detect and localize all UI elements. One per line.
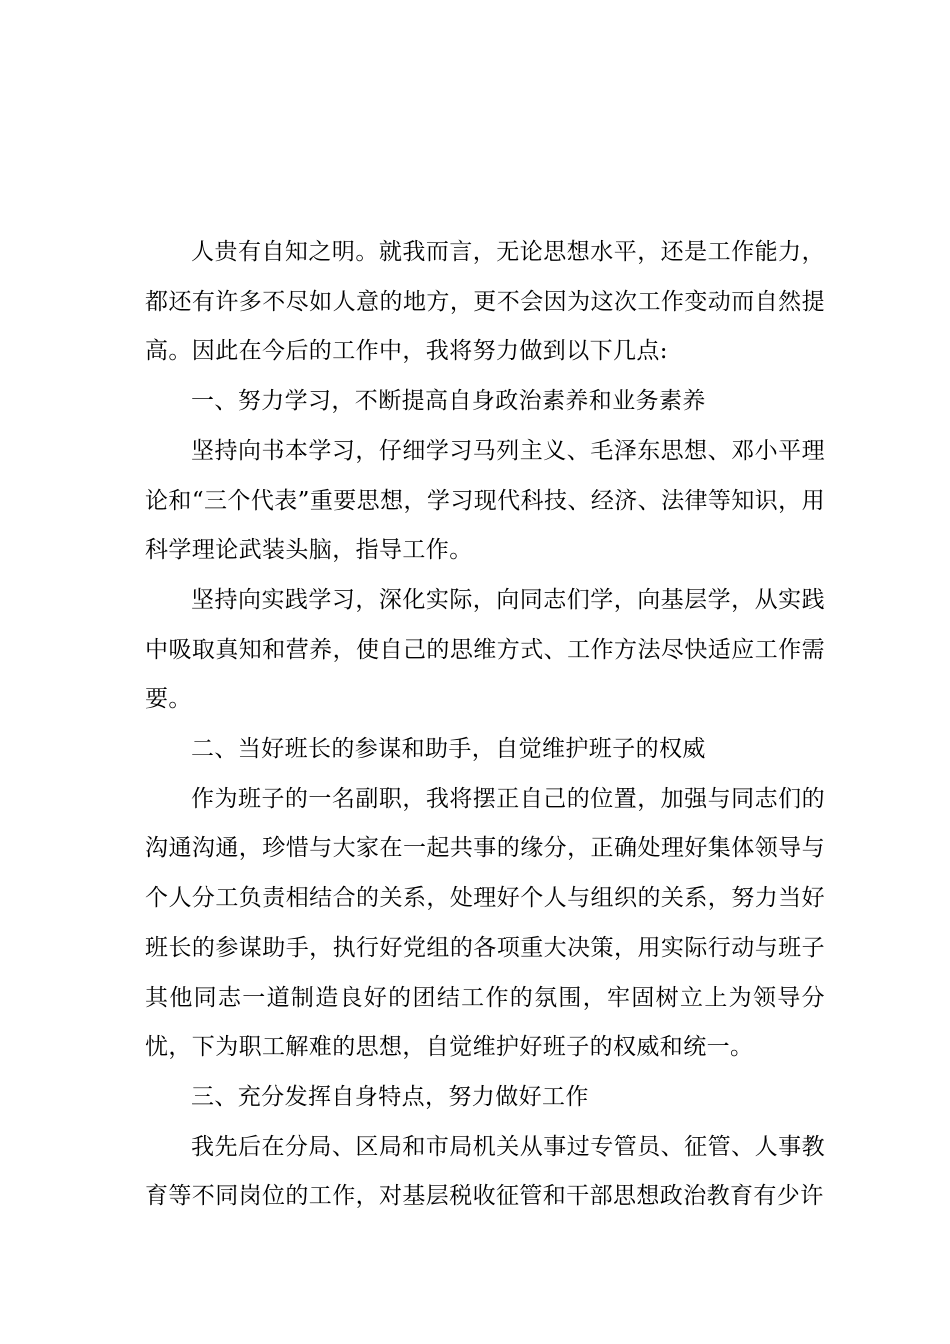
document-body [145,228,825,1222]
section-heading-2: 二、当好班长的参谋和助手，自觉维护班子的权威 [191,736,706,763]
paragraph-experience: 我先后在分局、区局和市局机关从事过专管员、征管、人事教育等不同岗位的工作，对基层税收征管和干部思想政治教育有少许 [145,1133,825,1210]
section-heading-3: 三、充分发挥自身特点，努力做好工作 [191,1083,589,1110]
paragraph-deputy-role: 作为班子的一名副职，我将摆正自己的位置，加强与同志们的沟通沟通，珍惜与大家在一起共事的缘分，正确处理好集体领导与个人分工负责相结合的关系，处理好个人与组织的关系，努力当好班长的参谋助手，执行好党组的各项重大决策，用实际行动与班子其他同志一道制造良好的团结工作的氛围，牢固树立上为领导分忧，下为职工解难的思想，自觉维护好班子的权威和统一。 [145,785,825,1061]
paragraph-study-practice: 坚持向实践学习，深化实际，向同志们学，向基层学，从实践中吸取真知和营养，使自己的思维方式、工作方法尽快适应工作需要。 [145,586,825,713]
paragraph-intro: 人贵有自知之明。就我而言，无论思想水平，还是工作能力，都还有许多不尽如人意的地方，更不会因为这次工作变动而自然提高。因此在今后的工作中，我将努力做到以下几点: [145,239,825,365]
section-heading-1: 一、努力学习，不断提高自身政治素养和业务素养 [191,388,706,415]
paragraph-study-books: 坚持向书本学习，仔细学习马列主义、毛泽东思想、邓小平理论和“三个代表”重要思想，学习现代科技、经济、法律等知识，用科学理论武装头脑，指导工作。 [145,437,825,564]
